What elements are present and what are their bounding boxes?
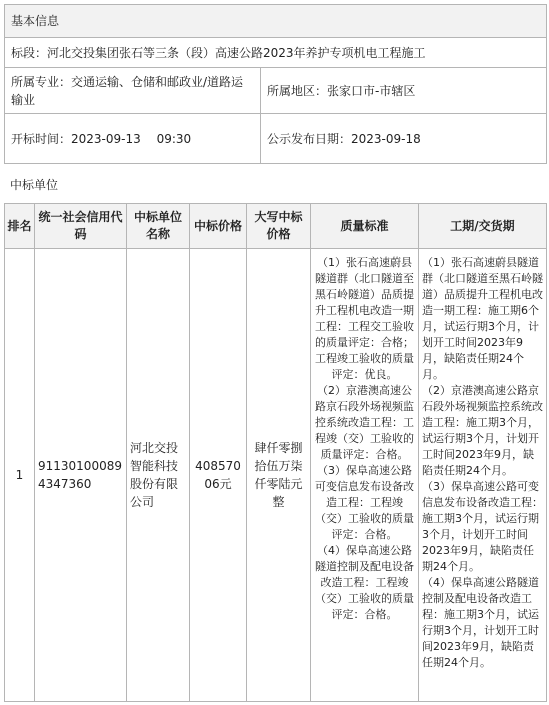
publish-date-label: 公示发布日期： bbox=[267, 131, 352, 146]
quality-cell bbox=[311, 249, 419, 702]
region-cell bbox=[261, 68, 547, 114]
period-cell bbox=[419, 249, 547, 702]
winner-section-title: 中标单位 bbox=[10, 178, 59, 192]
basic-info-heading: 基本信息 bbox=[5, 5, 547, 38]
quality-content bbox=[311, 249, 418, 701]
period-item: （3）保阜高速公路可变信息发布设备改造工程：施工期3个月，试运行期3个月，计划开工时间2023年9月，缺陷责任期24个月。 bbox=[422, 480, 543, 573]
industry-label: 所属专业： bbox=[11, 74, 72, 89]
company-cell: 河北交投智能科技股份有限公司 bbox=[127, 249, 190, 702]
col-price-upper: 大写中标价格 bbox=[247, 204, 311, 249]
quality-item: （1）张石高速蔚县隧道群（北口隧道至黑石岭隧道）品质提升工程机电改造一期工程：工程交工验收的质量评定：合格；工程竣工验收的质量评定：优良。 bbox=[315, 256, 414, 381]
col-price: 中标价格 bbox=[190, 204, 247, 249]
col-quality: 质量标准 bbox=[311, 204, 419, 249]
quality-item: （2）京港澳高速公路京石段外场视频监控系统改造工程：工程竣（交）工验收的质量评定：合格。 bbox=[315, 384, 414, 461]
open-time-label: 开标时间： bbox=[11, 131, 72, 146]
col-rank: 排名 bbox=[5, 204, 35, 249]
period-item: （1）张石高速蔚县隧道群（北口隧道至黑石岭隧道）品质提升工程机电改造一期工程：施工期6个月，试运行期3个月，计划开工时间2023年9月，缺陷责任期24个月。 bbox=[422, 256, 543, 381]
price-cell: 40857006元 bbox=[190, 249, 247, 702]
col-credit-code: 统一社会信用代码 bbox=[35, 204, 127, 249]
section-row bbox=[5, 38, 547, 68]
winner-table bbox=[4, 203, 547, 702]
winner-header-row bbox=[5, 204, 547, 249]
industry-cell bbox=[5, 68, 261, 114]
publish-date-cell bbox=[261, 114, 547, 164]
period-item: （2）京港澳高速公路京石段外场视频监控系统改造工程：施工期3个月，试运行期3个月，计划开工时间2023年9月，缺陷责任期24个月。 bbox=[422, 384, 543, 477]
region-label: 所属地区： bbox=[267, 83, 328, 98]
rank-cell: 1 bbox=[5, 249, 35, 702]
section-value: 河北交投集团张石等三条（段）高速公路2023年养护专项机电工程施工 bbox=[47, 45, 426, 60]
period-item: （4）保阜高速公路隧道控制及配电设备改造工程：施工期3个月，试运行期3个月，计划开工时间2023年9月，缺陷责任期24个月。 bbox=[422, 576, 539, 669]
region-value: 张家口市-市辖区 bbox=[327, 83, 416, 98]
table-row bbox=[5, 249, 547, 702]
price-upper-cell: 肆仟零捌拾伍万柒仟零陆元整 bbox=[247, 249, 311, 702]
credit-code-cell: 911301000894347360 bbox=[35, 249, 127, 702]
open-time-value: 2023-09-13 09:30 bbox=[71, 131, 192, 146]
open-time-cell bbox=[5, 114, 261, 164]
publish-date-value: 2023-09-18 bbox=[351, 131, 421, 146]
industry-value: 交通运输、仓储和邮政业/道路运输业 bbox=[11, 74, 244, 107]
section-label: 标段： bbox=[11, 45, 48, 60]
col-period: 工期/交货期 bbox=[419, 204, 547, 249]
col-company: 中标单位名称 bbox=[127, 204, 190, 249]
quality-item: （4）保阜高速公路隧道控制及配电设备改造工程：工程竣（交）工验收的质量评定：合格。 bbox=[315, 544, 414, 621]
period-content bbox=[419, 249, 546, 701]
basic-info-table bbox=[4, 4, 547, 164]
quality-item: （3）保阜高速公路可变信息发布设备改造工程：工程竣（交）工验收的质量评定：合格。 bbox=[315, 464, 414, 541]
